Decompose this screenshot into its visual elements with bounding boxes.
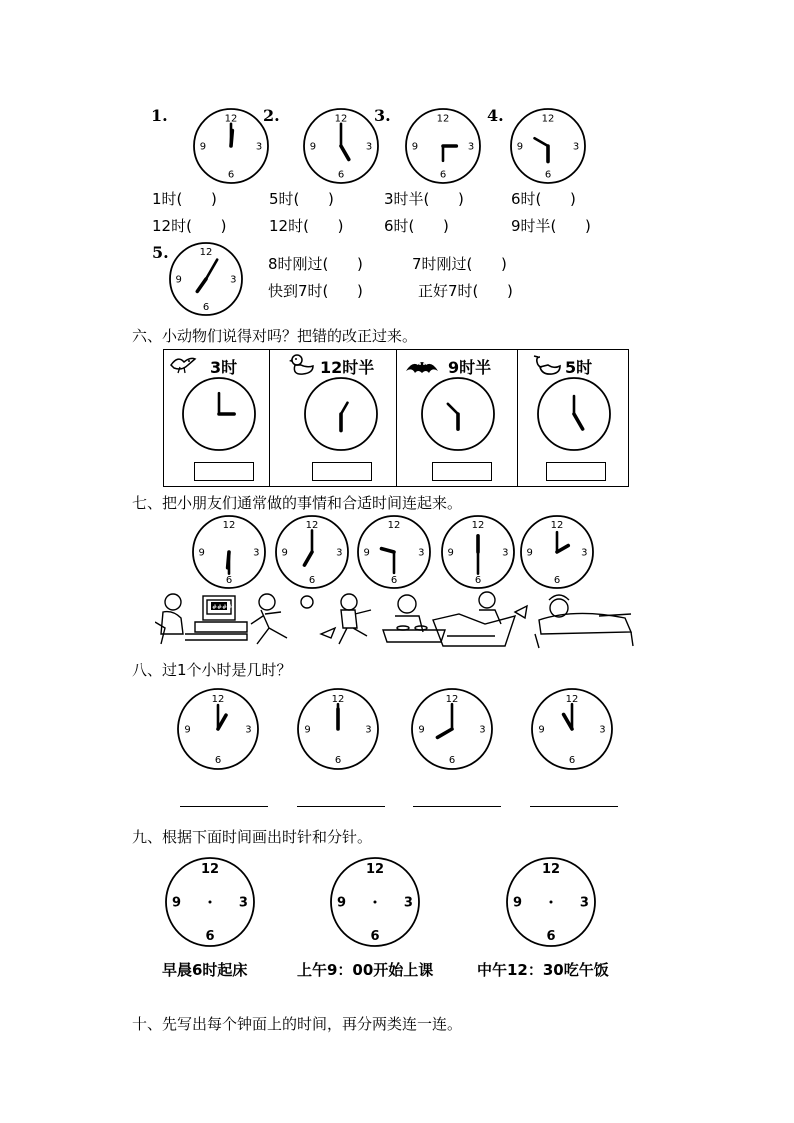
answer-line-1[interactable] (180, 806, 268, 807)
clock-q5 (166, 239, 246, 319)
clock-numeral: 6 (227, 169, 235, 181)
clock-numeral: 9 (526, 547, 533, 559)
clock-numeral: 9 (538, 724, 545, 736)
panel-label-1: 3时 (210, 358, 238, 377)
clock-activity-5 (517, 512, 597, 592)
clock-q3 (402, 105, 484, 187)
option-2-a: 5时( ) (269, 190, 334, 208)
clock-numeral: 9 (337, 895, 347, 911)
option-3-b: 6时( ) (384, 217, 449, 235)
clock-numeral: 6 (553, 574, 561, 586)
clock-draw-3[interactable] (503, 854, 599, 950)
answer-box-1[interactable] (194, 462, 254, 481)
center-dot (550, 901, 553, 904)
clock-numeral: 3 (579, 895, 589, 911)
clock-numeral: 6 (439, 169, 447, 181)
clock-numeral: 6 (308, 574, 316, 586)
center-dot (209, 901, 212, 904)
clock-numeral: 12 (436, 113, 450, 125)
clock-numeral: 12 (387, 520, 401, 532)
computer-screen-text: #### (212, 604, 233, 611)
clock-numeral: 6 (474, 574, 482, 586)
q5-option-a: 8时刚过( ) (268, 255, 363, 273)
clock-numeral: 3 (418, 547, 425, 559)
question-number-4: 4. (487, 106, 504, 125)
clock-numeral: 9 (411, 141, 419, 153)
clock-numeral: 3 (255, 141, 263, 153)
clock-numeral: 12 (211, 694, 225, 706)
clock-numeral: 9 (513, 895, 523, 911)
clock-numeral: 3 (336, 547, 343, 559)
question-number-5: 5. (152, 243, 169, 262)
question-number-3: 3. (374, 106, 391, 125)
clock-numeral: 3 (599, 724, 606, 736)
answer-box-4[interactable] (546, 462, 606, 481)
clock-numeral: 12 (200, 862, 220, 878)
answer-line-3[interactable] (413, 806, 501, 807)
section-6-heading: 六、小动物们说得对吗？把错的改正过来。 (132, 327, 418, 345)
clock-numeral: 9 (184, 724, 191, 736)
clock-numeral: 3 (502, 547, 509, 559)
clock-panel-2 (301, 374, 381, 454)
children-activities-illustration (155, 588, 640, 660)
clock-numeral: 12 (334, 113, 348, 125)
clock-panel-4 (534, 374, 614, 454)
clock-numeral: 6 (225, 574, 233, 586)
clock-hour-later-2 (294, 685, 382, 773)
clock-numeral: 12 (331, 694, 345, 706)
answer-line-2[interactable] (297, 806, 385, 807)
clock-numeral: 3 (479, 724, 486, 736)
option-1-b: 12时( ) (152, 217, 227, 235)
clock-numeral: 12 (550, 520, 564, 532)
clock-numeral: 3 (253, 547, 260, 559)
bird-icon (168, 353, 198, 375)
answer-box-2[interactable] (312, 462, 372, 481)
answer-box-3[interactable] (432, 462, 492, 481)
clock-numeral: 12 (565, 694, 579, 706)
clock-draw-1[interactable] (162, 854, 258, 950)
clock-draw-2[interactable] (327, 854, 423, 950)
option-4-b: 9时半( ) (511, 217, 591, 235)
clock-numeral: 9 (175, 274, 182, 286)
clock-q1 (190, 105, 272, 187)
section-7-heading: 七、把小朋友们通常做的事情和合适时间连起来。 (132, 494, 463, 512)
clock-numeral: 12 (445, 694, 459, 706)
clock-numeral: 12 (305, 520, 319, 532)
clock-numeral: 3 (245, 724, 252, 736)
clock-numeral: 6 (337, 169, 345, 181)
clock-numeral: 12 (199, 247, 213, 259)
clock-numeral: 3 (238, 895, 248, 911)
section-10-heading: 十、先写出每个钟面上的时间，再分两类连一连。 (132, 1015, 463, 1033)
answer-line-4[interactable] (530, 806, 618, 807)
clock-activity-3 (354, 512, 434, 592)
clock-numeral: 9 (447, 547, 454, 559)
clock-hour-later-4 (528, 685, 616, 773)
clock-numeral: 9 (309, 141, 317, 153)
clock-numeral: 3 (467, 141, 475, 153)
section-8-heading: 八、过1个小时是几时？ (132, 661, 292, 679)
clock-numeral: 9 (281, 547, 288, 559)
clock-activity-4 (438, 512, 518, 592)
clock-numeral: 6 (544, 169, 552, 181)
clock-numeral: 9 (516, 141, 524, 153)
clock-numeral: 12 (222, 520, 236, 532)
clock-numeral: 6 (370, 929, 380, 945)
clock-numeral: 12 (541, 113, 555, 125)
clock-activity-2 (272, 512, 352, 592)
panel-label-4: 5时 (565, 358, 593, 377)
clock-panel-3 (418, 374, 498, 454)
clock-q4 (507, 105, 589, 187)
question-number-1: 1. (151, 106, 168, 125)
clock-numeral: 6 (546, 929, 556, 945)
q5-option-d: 正好7时( ) (418, 282, 513, 300)
clock-numeral: 6 (214, 755, 222, 766)
clock-numeral: 12 (541, 862, 561, 878)
clock-panel-1 (179, 374, 259, 454)
clock-numeral: 6 (390, 574, 398, 586)
section-9-heading: 九、根据下面时间画出时针和分针。 (132, 828, 373, 846)
draw-label-3: 中午12：30吃午饭 (477, 961, 609, 979)
clock-numeral: 3 (572, 141, 580, 153)
clock-numeral: 6 (334, 755, 342, 766)
clock-numeral: 6 (205, 929, 215, 945)
clock-hour-later-1 (174, 685, 262, 773)
option-2-b: 12时( ) (269, 217, 344, 235)
question-number-2: 2. (263, 106, 280, 125)
clock-numeral: 3 (403, 895, 413, 911)
clock-numeral: 9 (199, 141, 207, 153)
clock-numeral: 3 (365, 724, 372, 736)
draw-label-2: 上午9：00开始上课 (297, 961, 434, 979)
clock-numeral: 12 (471, 520, 485, 532)
clock-activity-1 (189, 512, 269, 592)
clock-numeral: 3 (581, 547, 588, 559)
clock-numeral: 9 (418, 724, 425, 736)
clock-hour-later-3 (408, 685, 496, 773)
center-dot (374, 901, 377, 904)
clock-numeral: 12 (224, 113, 238, 125)
clock-numeral: 6 (448, 755, 456, 766)
panel-label-3: 9时半 (448, 358, 492, 377)
option-3-a: 3时半( ) (384, 190, 464, 208)
clock-numeral: 6 (202, 301, 210, 313)
clock-numeral: 9 (198, 547, 205, 559)
clock-numeral: 9 (363, 547, 370, 559)
q5-option-c: 快到7时( ) (268, 282, 363, 300)
clock-q2 (300, 105, 382, 187)
option-4-a: 6时( ) (511, 190, 576, 208)
q5-option-b: 7时刚过( ) (412, 255, 507, 273)
clock-numeral: 6 (568, 755, 576, 766)
panel-label-2: 12时半 (320, 358, 375, 377)
clock-numeral: 3 (365, 141, 373, 153)
clock-numeral: 3 (230, 274, 237, 286)
clock-numeral: 9 (304, 724, 311, 736)
draw-label-1: 早晨6时起床 (162, 961, 248, 979)
option-1-a: 1时( ) (152, 190, 217, 208)
clock-numeral: 9 (172, 895, 182, 911)
clock-numeral: 12 (365, 862, 385, 878)
